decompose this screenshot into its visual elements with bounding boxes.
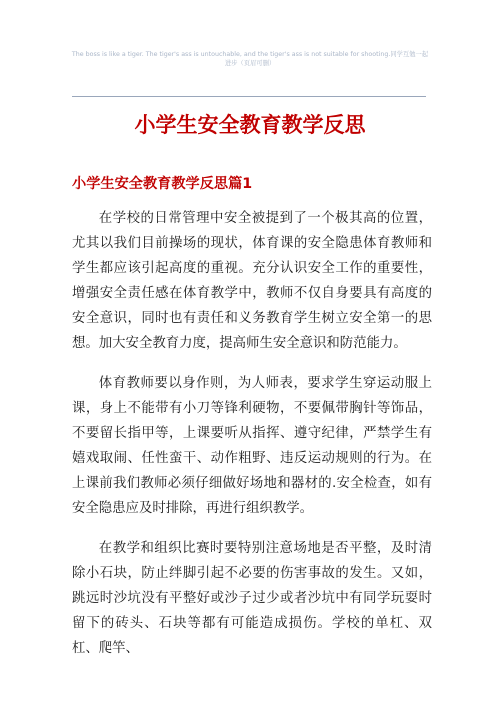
body-paragraph-2: 体育教师要以身作则，为人师表，要求学生穿运动服上课，身上不能带有小刀等锋利硬物，不要佩带胸针等饰品，不要留长指甲等，上课要听从指挥、遵守纪律，严禁学生有嬉戏取闹、任性蛮干、动作粗野、违反运动规则的行为。在上课前我们教师必须仔细做好场地和器材的.安全检查，如有安全隐患应及时排除，再进行组织教学。 bbox=[72, 376, 432, 516]
article-body bbox=[72, 206, 432, 661]
body-paragraph-1: 在学校的日常管理中安全被提到了一个极其高的位置，尤其以我们目前操场的现状，体育课的安全隐患体育教师和学生都应该引起高度的重视。充分认识安全工作的重要性，增强安全责任感在体育教学中，教师不仅自身要具有高度的安全意识，同时也有责任和义务教育学生树立安全第一的思想。加大安全教育力度，提高师生安全意识和防范能力。 bbox=[72, 211, 432, 351]
header-divider bbox=[72, 96, 426, 97]
body-paragraph-3: 在教学和组织比赛时要特别注意场地是否平整，及时清除小石块，防止绊脚引起不必要的伤害事故的发生。又如，跳远时沙坑没有平整好或沙子过少或者沙坑中有同学玩耍时留下的砖头、石块等都有可能造成损伤。学校的单杠、双杠、爬竿、 bbox=[72, 541, 432, 656]
page-header-note: The boss is like a tiger. The tiger's ass is untouchable, and the tiger's ass is not suitable for shooting.同学互勉一起进步（页眉可删） bbox=[71, 51, 429, 67]
document-title: 小学生安全教育教学反思 bbox=[134, 113, 366, 137]
section-heading: 小学生安全教育教学反思篇1 bbox=[72, 176, 253, 192]
